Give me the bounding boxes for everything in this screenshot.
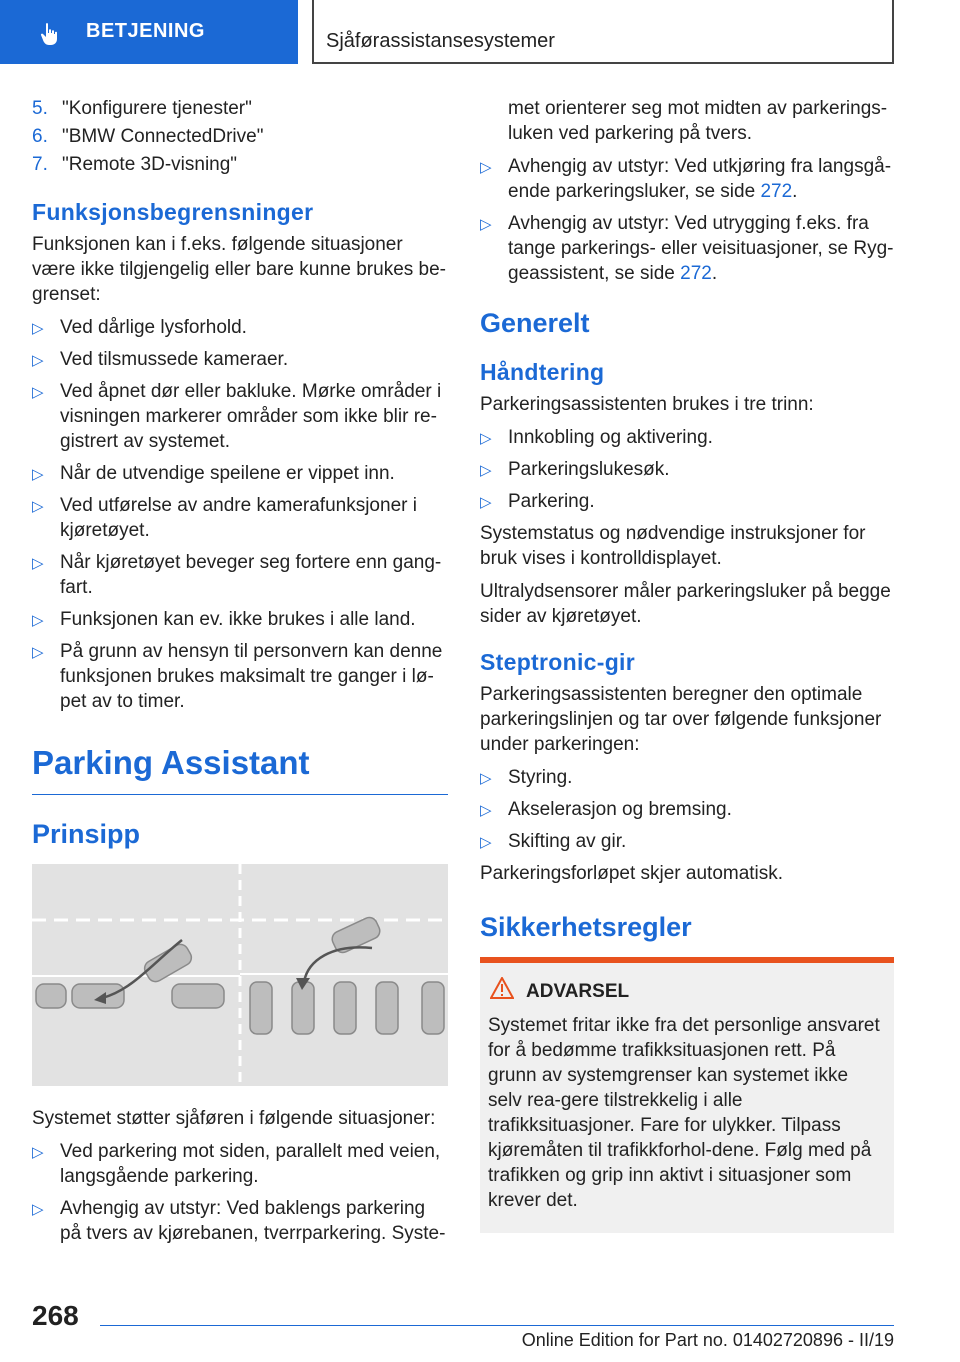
list-item: ▷ Ved utførelse av andre kamerafunksjoner i kjøretøyet. xyxy=(32,495,417,541)
list-item: ▷ Parkering. xyxy=(480,489,894,514)
bullet-triangle-icon: ▷ xyxy=(480,462,492,479)
list-item: ▷ På grunn av hensyn til personvern kan denne funksjonen brukes maksimalt tre ganger i lø-pet av to timer. xyxy=(32,641,443,712)
list-item: ▷ Når kjøretøyet beveger seg fortere enn gang-fart. xyxy=(32,552,442,598)
warning-text: Systemet fritar ikke fra det personlige ansvaret for å bedømme trafikksituasjonen rett. På grunn av systemgrenser kan systemet ikke selv rea-gere tilstrekkelig i alle trafikksituasjoner. Fare for ulykker. Tilpass kjøremåten til trafikkforhol-dene. Følg med på trafikken og grip inn aktivt i situasjoner som krever det. xyxy=(488,1015,880,1211)
parking-illustration xyxy=(32,864,448,1086)
support-intro: Systemet støtter sjåføren i følgende situasjoner: xyxy=(32,1108,436,1129)
bullet-triangle-icon: ▷ xyxy=(32,644,44,661)
list-item: ▷ Avhengig av utstyr: Ved utrygging f.eks. fra tange parkerings- eller veisituasjoner, se Ryg-geassistent, se side 272. xyxy=(480,213,894,284)
warning-triangle-icon xyxy=(490,977,514,999)
list-item: ▷ Ved tilsmussede kameraer. xyxy=(32,347,448,372)
list-item: ▷ Avhengig av utstyr: Ved utkjøring fra langsgå-ende parkeringsluker, se side 272. xyxy=(480,156,892,202)
page-link[interactable]: 272 xyxy=(760,181,793,202)
section-label: BETJENING xyxy=(86,20,205,42)
list-item: ▷ Ved åpnet dør eller bakluke. Mørke områder i visningen markerer områder som ikke blir re-gistrert av systemet. xyxy=(32,381,442,452)
automatic-text: Parkeringsforløpet skjer automatisk. xyxy=(480,863,784,884)
bullet-triangle-icon: ▷ xyxy=(32,555,44,572)
parking-diagram xyxy=(32,864,448,1086)
steptronic-list xyxy=(480,765,894,854)
chapter-title: Sjåførassistansesystemer xyxy=(326,30,555,52)
support-list xyxy=(32,1139,448,1246)
bullet-triangle-icon: ▷ xyxy=(32,352,44,369)
equipment-list xyxy=(480,154,894,286)
list-item: 7. "Remote 3D-visning" xyxy=(32,154,238,175)
list-item: ▷ Parkeringslukesøk. xyxy=(480,457,894,482)
hand-pointer-icon xyxy=(40,22,62,46)
warning-box xyxy=(480,957,894,1233)
list-item: ▷ Ved parkering mot siden, parallelt med veien, langsgående parkering. xyxy=(32,1141,441,1187)
list-item: ▷ Skifting av gir. xyxy=(480,829,894,854)
list-item: ▷ Innkobling og aktivering. xyxy=(480,425,894,450)
page-number: 268 xyxy=(32,1300,79,1331)
steptronic-heading: Steptronic-gir xyxy=(480,649,635,675)
handling-list xyxy=(480,425,894,514)
parking-assistant-heading: Parking Assistant xyxy=(32,744,448,795)
list-item: ▷ Styring. xyxy=(480,765,894,790)
ultrasonic-text: Ultralydsensorer måler parkeringsluker på begge sider av kjøretøyet. xyxy=(480,581,891,627)
bullet-triangle-icon: ▷ xyxy=(32,1201,44,1218)
list-item: ▷ Når de utvendige speilene er vippet inn. xyxy=(32,461,448,486)
footer-divider xyxy=(100,1325,894,1326)
list-item: 5. "Konfigurere tjenester" xyxy=(32,98,252,119)
limits-heading: Funksjonsbegrensninger xyxy=(32,199,314,225)
steptronic-intro: Parkeringsassistenten beregner den optimale parkeringslinjen og tar over følgende funksjoner under parkeringen: xyxy=(480,684,882,755)
bullet-triangle-icon: ▷ xyxy=(32,1144,44,1161)
bullet-triangle-icon: ▷ xyxy=(480,494,492,511)
list-item: ▷ Akselerasjon og bremsing. xyxy=(480,797,894,822)
safety-heading: Sikkerhetsregler xyxy=(480,912,692,942)
bullet-triangle-icon: ▷ xyxy=(480,216,492,233)
header-title-box xyxy=(312,0,894,64)
general-heading: Generelt xyxy=(480,308,590,338)
bullet-triangle-icon: ▷ xyxy=(32,320,44,337)
continued-text: met orienterer seg mot midten av parkerings-luken ved parkering på tvers. xyxy=(508,98,888,144)
page-link[interactable]: 272 xyxy=(680,263,712,284)
right-column xyxy=(480,96,894,1233)
principle-heading: Prinsipp xyxy=(32,819,141,849)
status-text: Systemstatus og nødvendige instruksjoner for bruk vises i kontrolldisplayet. xyxy=(480,523,866,569)
bullet-triangle-icon: ▷ xyxy=(32,612,44,629)
edition-text: Online Edition for Part no. 01402720896 - II/19 xyxy=(521,1330,894,1350)
warning-title: ADVARSEL xyxy=(526,981,886,1003)
handling-heading: Håndtering xyxy=(480,359,605,385)
bullet-triangle-icon: ▷ xyxy=(480,802,492,819)
limits-list xyxy=(32,315,448,714)
numbered-list xyxy=(32,96,448,177)
bullet-triangle-icon: ▷ xyxy=(480,159,492,176)
bullet-triangle-icon: ▷ xyxy=(480,770,492,787)
limits-intro: Funksjonen kan i f.eks. følgende situasjoner være ikke tilgjengelig eller bare kunne brukes be-grenset: xyxy=(32,234,447,305)
section-tab xyxy=(0,0,298,64)
list-item: 6. "BMW ConnectedDrive" xyxy=(32,126,264,147)
left-column xyxy=(32,96,448,1253)
list-item: ▷ Funksjonen kan ev. ikke brukes i alle land. xyxy=(32,607,448,632)
bullet-triangle-icon: ▷ xyxy=(480,430,492,447)
list-item: ▷ Avhengig av utstyr: Ved baklengs parkering på tvers av kjørebanen, tverrparkering. Syste- xyxy=(32,1198,446,1244)
bullet-triangle-icon: ▷ xyxy=(32,498,44,515)
bullet-triangle-icon: ▷ xyxy=(32,384,44,401)
list-item: ▷ Ved dårlige lysforhold. xyxy=(32,315,448,340)
handling-intro: Parkeringsassistenten brukes i tre trinn: xyxy=(480,394,814,415)
bullet-triangle-icon: ▷ xyxy=(32,466,44,483)
bullet-triangle-icon: ▷ xyxy=(480,834,492,851)
